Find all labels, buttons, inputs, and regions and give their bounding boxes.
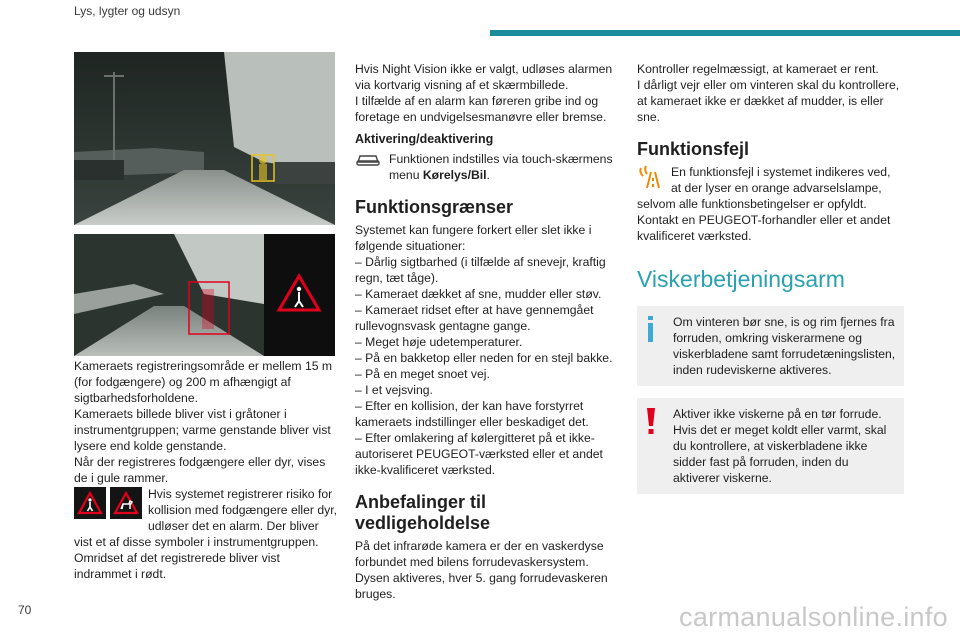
exclamation-icon bbox=[647, 408, 655, 438]
driver-action-text: I tilfælde af en alarm kan føreren gribe ind og foretage en undvigelsesmanøvre eller bremse. bbox=[355, 94, 607, 124]
fault-contact-text: Kontakt en PEUGEOT-forhandler eller et andet kvalificeret værksted. bbox=[637, 213, 891, 243]
night-vision-alert-text: Hvis Night Vision ikke er valgt, udløses alarmen via kortvarig visning af et skærmbillede. bbox=[355, 62, 613, 92]
animal-warning-icon bbox=[110, 487, 142, 519]
limits-item: – Efter omlakering af kølergitteret på et ikke-autoriseret PEUGEOT-værksted eller et andet ikke-kvalificeret værksted. bbox=[355, 431, 603, 477]
info-icon bbox=[647, 316, 655, 346]
maintenance-heading: Anbefalinger til vedligeholdelse bbox=[355, 492, 491, 533]
header-accent-bar bbox=[490, 30, 960, 36]
camera-image-text: Kameraets billede bliver vist i gråtoner i instrumentgruppen; varme genstande bliver vist lysere end kolde genstande. bbox=[74, 407, 331, 453]
clean-camera-text: Kontroller regelmæssigt, at kameraet er rent. bbox=[637, 62, 879, 76]
night-vision-alert-photo bbox=[74, 234, 335, 356]
menu-path: Kørelys/Bil bbox=[422, 168, 487, 182]
header-title: Lys, lygter og udsyn bbox=[74, 4, 181, 18]
column-left bbox=[74, 358, 340, 582]
limits-item: – På en bakketop eller neden for en stejl bakke. bbox=[355, 351, 613, 365]
limits-item: – Kameraet dækket af sne, mudder eller støv. bbox=[355, 287, 602, 301]
fault-heading: Funktionsfejl bbox=[637, 139, 749, 159]
page-number: 70 bbox=[18, 603, 32, 617]
limits-item: – Efter en kollision, der kan have forstyrret kameraets indstillinger eller beskadiget det. bbox=[355, 399, 589, 429]
fault-text: En funktionsfejl i systemet indikeres ved, at der lyser en orange advarselslampe, selvom alle funktionsbetingelser er opfyldt. bbox=[637, 165, 891, 211]
pedestrian-warning-icon bbox=[74, 487, 106, 519]
limits-heading: Funktionsgrænser bbox=[355, 197, 514, 217]
night-vision-fault-icon bbox=[637, 164, 665, 194]
limits-item: – Dårlig sigtbarhed (i tilfælde af snevejr, kraftig regn, tæt tåge). bbox=[355, 255, 606, 285]
info-note: Om vinteren bør sne, is og rim fjernes fra forruden, omkring viskerarmene og viskerbladene samt forrudetæningslisten, inden rudeviskerne aktiveres. bbox=[637, 306, 904, 386]
wiper-heading: Viskerbetjeningsarm bbox=[637, 266, 845, 292]
winter-check-text: I dårligt vejr eller om vinteren skal du kontrollere, at kameraet ikke er dækket af mudder, is eller sne. bbox=[637, 78, 900, 124]
activation-heading: Aktivering/deaktivering bbox=[355, 132, 494, 146]
night-vision-photo bbox=[74, 52, 335, 225]
activation-text: Funktionen indstilles via touch-skærmens menu Kørelys/Bil. bbox=[389, 152, 613, 182]
car-icon bbox=[355, 151, 381, 171]
limits-item: – Kameraet ridset efter at have gennemgået rullevognsvask gentagne gange. bbox=[355, 303, 594, 333]
maintenance-text: På det infrarøde kamera er der en vaskerdyse forbundet med bilens forrudevaskersystem. Dysen aktiveres, hver 5. gang forrudevaskeren bruges. bbox=[355, 539, 608, 601]
limits-item: – På en meget snoet vej. bbox=[355, 367, 490, 381]
column-middle bbox=[355, 61, 625, 602]
limits-intro: Systemet kan fungere forkert eller slet ikke i følgende situationer: bbox=[355, 223, 592, 253]
limits-item: – Meget høje udetemperaturer. bbox=[355, 335, 523, 349]
watermark: carmanualsonline.info bbox=[679, 602, 948, 632]
warning-note: Aktiver ikke viskerne på en tør forrude. Hvis det er meget koldt eller varmt, skal du kontrollere, at viskerbladene ikke sidder fast på forruden, inden du aktiverer viskerne. bbox=[637, 398, 904, 494]
detection-frame-text: Når der registreres fodgængere eller dyr, vises de i gule rammer. bbox=[74, 455, 326, 485]
camera-range-text: Kameraets registreringsområde er mellem 15 m (for fodgængere) og 200 m afhængigt af sigtbarhedsforholdene. bbox=[74, 359, 333, 405]
collision-alert-text: Hvis systemet registrerer risiko for kollision med fodgængere eller dyr, udløser det en alarm. Der bliver vist et af disse symboler i instrumentgruppen. Omridset af det registrerede bliver vist indrammet i rødt. bbox=[74, 487, 338, 581]
alert-symbols bbox=[74, 487, 142, 519]
limits-item: – I et vejsving. bbox=[355, 383, 433, 397]
column-right bbox=[637, 61, 904, 506]
